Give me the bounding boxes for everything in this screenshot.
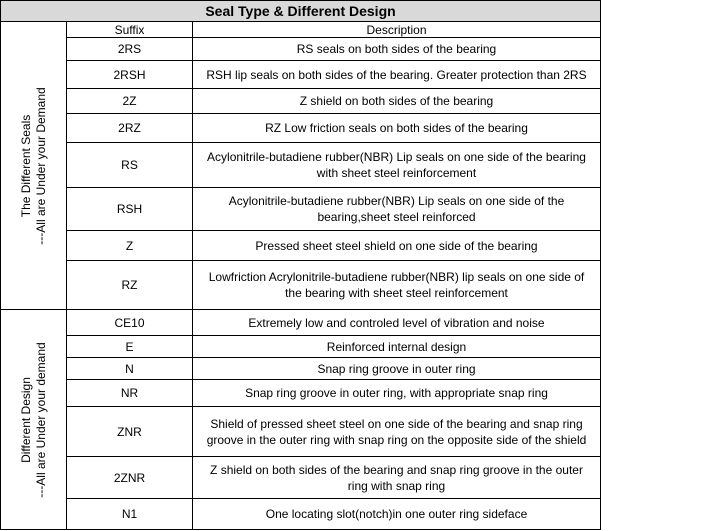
table-row [67, 114, 600, 143]
table-title: Seal Type & Different Design [1, 1, 600, 22]
row-suffix: ZNR [67, 407, 193, 456]
row-suffix: NR [67, 380, 193, 406]
table-row [67, 61, 600, 89]
row-suffix: 2RSH [67, 61, 193, 88]
row-suffix: 2ZNR [67, 457, 193, 498]
header-suffix: Suffix [67, 22, 193, 37]
row-suffix: RSH [67, 188, 193, 230]
row-description: Shield of pressed sheet steel on one side of the bearing and snap ring groove in the outer ring with snap ring on the opposite side of the shield [206, 416, 587, 447]
row-description: RS seals on both sides of the bearing [296, 42, 497, 56]
row-description: Acylonitrile-butadiene rubber(NBR) Lip seals on one side of the bearing,sheet steel reinforced [228, 194, 565, 224]
table-row [67, 310, 600, 336]
table-row [67, 358, 600, 380]
row-description: Extremely low and controled level of vibration and noise [248, 315, 545, 330]
row-description: Lowfriction Acrylonitrile-butadiene rubber(NBR) lip seals on one side of the bearing with sheet steel reinforcement [208, 270, 585, 300]
table-row [67, 499, 600, 529]
row-suffix: 2Z [67, 89, 193, 113]
row-suffix: E [67, 336, 193, 357]
row-description: Acylonitrile-butadiene rubber(NBR) Lip seals on one side of the bearing with sheet steel reinforcement [207, 150, 586, 180]
table-row [67, 89, 600, 114]
row-description: One locating slot(notch)in one outer ring sideface [265, 507, 528, 521]
row-suffix: N [67, 358, 193, 379]
section-label-seals [1, 22, 67, 310]
row-suffix: 2RS [67, 38, 193, 60]
header-row [67, 22, 600, 38]
section-label-line2: ---All are Under your demand [34, 341, 48, 498]
row-description: Snap ring groove in outer ring [317, 361, 476, 376]
table-row [67, 143, 600, 188]
table-row [67, 261, 600, 310]
row-description: Z shield on both sides of the bearing [299, 94, 494, 108]
row-description: Snap ring groove in outer ring, with appropriate snap ring [245, 386, 548, 400]
row-description: Z shield on both sides of the bearing and snap ring groove in the outer ring with snap ring [210, 462, 583, 493]
row-suffix: RS [67, 143, 193, 187]
row-description: Pressed sheet steel shield on one side of the bearing [255, 238, 538, 253]
table-row [67, 231, 600, 261]
table-row [67, 457, 600, 499]
row-suffix: N1 [67, 499, 193, 529]
table-row [67, 38, 600, 61]
header-description: Description [366, 22, 427, 37]
row-suffix: RZ [67, 261, 193, 309]
section-label-line2: ---All are Under your Demand [34, 86, 48, 245]
row-suffix: 2RZ [67, 114, 193, 142]
row-description: Reinforced internal design [326, 339, 467, 354]
section-label-design [1, 310, 67, 529]
table-row [67, 407, 600, 457]
row-suffix: Z [67, 231, 193, 260]
table-row [67, 380, 600, 407]
row-suffix: CE10 [67, 310, 193, 335]
table-row [67, 188, 600, 231]
row-description: RZ Low friction seals on both sides of the bearing [265, 121, 528, 135]
row-description: RSH lip seals on both sides of the bearing. Greater protection than 2RS [206, 67, 587, 82]
section-label-line1: The Different Seals [19, 114, 33, 217]
section-label-line1: Different Design [19, 376, 33, 463]
table-row [67, 336, 600, 358]
